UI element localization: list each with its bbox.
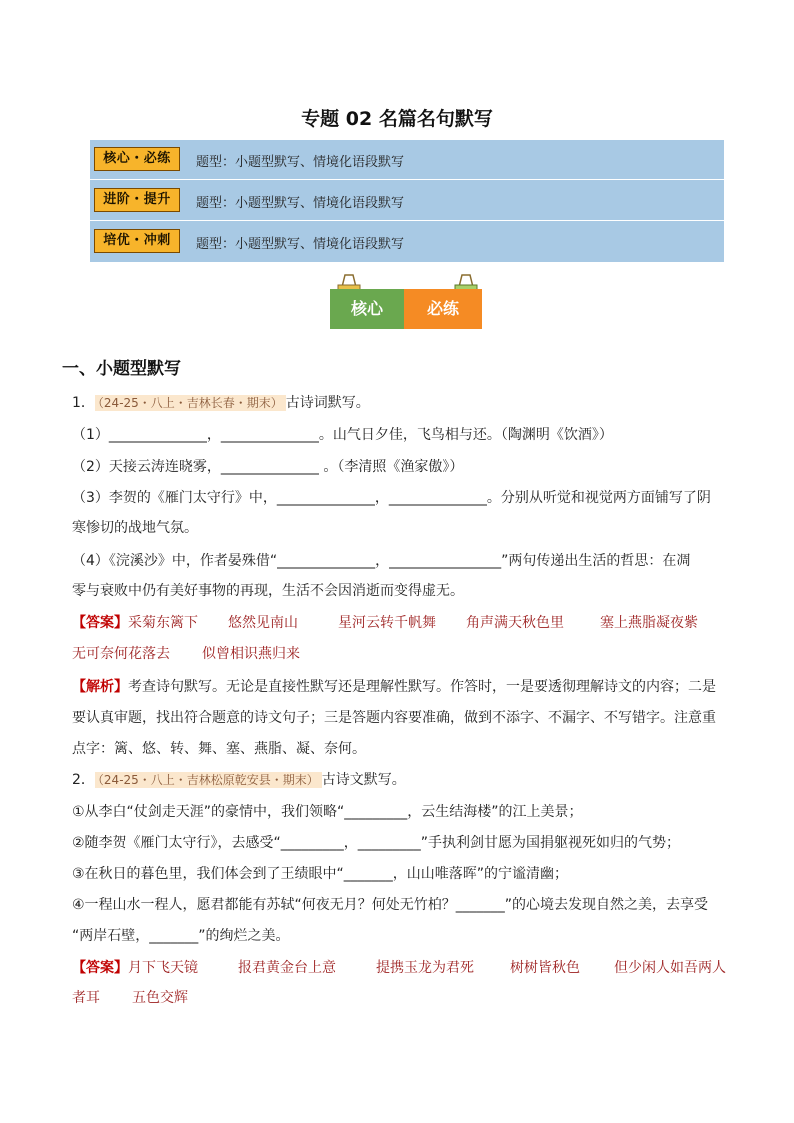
row-text: 题型：小题型默写、情境化语段默写: [196, 155, 405, 170]
question-line: （3）李贺的《雁门太守行》中，______________，______________。分别从听觉和视觉两方面铺写了阴: [72, 490, 711, 506]
answer-item: 塞上燕脂凝夜紫: [600, 615, 698, 631]
analysis-line: [72, 676, 716, 696]
level-badge: 培优・冲刺: [94, 229, 180, 253]
question-line: “两岸石壁，_______”的绚烂之美。: [72, 928, 290, 944]
question-2-header: [72, 769, 406, 789]
question-line: ③在秋日的暮色里，我们体会到了王绩眼中“_______，山山唯落晖”的宁谧清幽；: [72, 866, 569, 882]
question-number: 2．: [72, 772, 95, 788]
question-prompt: 古诗词默写。: [285, 395, 370, 411]
question-source: （24-25・八上・吉林松原乾安县・期末）: [95, 772, 322, 788]
answer-item: 提携玉龙为君死: [376, 960, 474, 976]
row-text: 题型：小题型默写、情境化语段默写: [196, 196, 405, 211]
table-row: [90, 222, 724, 262]
question-line: 寒惨切的战地气氛。: [72, 520, 198, 536]
section-banner: [330, 289, 482, 329]
answer-line: [72, 643, 300, 663]
table-row: [90, 140, 724, 180]
page-title: 专题 02 名篇名句默写: [301, 108, 493, 130]
answer-line: [72, 987, 188, 1007]
banner-right-label: 必练: [404, 289, 482, 329]
question-prompt: 古诗文默写。: [321, 772, 406, 788]
question-line: （4）《浣溪沙》中，作者晏殊借“______________，________________”两句传递出生活的哲思：在凋: [72, 553, 691, 569]
answer-item: 角声满天秋色里: [466, 615, 564, 631]
question-line: ④一程山水一程人，愿君都能有苏轼“何夜无月？何处无竹柏？_______”的心境去发现自然之美，去享受: [72, 897, 709, 913]
question-line: ①从李白“仗剑走天涯”的豪情中，我们领略“_________，云生结海楼”的江上美景；: [72, 804, 583, 820]
answer-item: 五色交辉: [132, 990, 188, 1006]
analysis-label: 【解析】: [72, 679, 128, 695]
answer-item: 无可奈何花落去: [72, 646, 170, 662]
answer-item: 似曾相识燕归来: [202, 646, 300, 662]
answer-item: 报君黄金台上意: [238, 960, 336, 976]
answer-line: [72, 612, 698, 632]
section-heading: 一、小题型默写: [62, 359, 181, 379]
answer-item: 悠然见南山: [228, 615, 298, 631]
question-number: 1．: [72, 395, 95, 411]
question-1-header: [72, 392, 370, 412]
answer-item: 采菊东篱下: [128, 615, 198, 631]
question-line: 零与衰败中仍有美好事物的再现，生活不会因消逝而变得虚无。: [72, 583, 464, 599]
table-row: [90, 181, 724, 221]
level-badge: 核心・必练: [94, 147, 180, 171]
question-source: （24-25・八上・吉林长春・期末）: [95, 395, 286, 411]
answer-line: [72, 957, 726, 977]
question-line: （2）天接云涛连晓雾，______________ 。（李清照《渔家傲》）: [72, 459, 464, 475]
answer-item: 星河云转千帆舞: [338, 615, 436, 631]
question-line: （1）______________，______________。山气日夕佳，飞鸟相与还。（陶渊明《饮酒》）: [72, 427, 613, 443]
overview-table: [90, 140, 724, 262]
banner-left-label: 核心: [330, 289, 404, 329]
analysis-text: 考查诗句默写。无论是直接性默写还是理解性默写。作答时，一是要透彻理解诗文的内容；二是: [128, 679, 716, 695]
answer-label: 【答案】: [72, 960, 128, 976]
question-line: ②随李贺《雁门太守行》，去感受“_________，_________”手执利剑甘愿为国捐躯视死如归的气势；: [72, 835, 681, 851]
row-text: 题型：小题型默写、情境化语段默写: [196, 237, 405, 252]
level-badge: 进阶・提升: [94, 188, 180, 212]
answer-item: 月下飞天镜: [128, 960, 198, 976]
answer-item: 者耳: [72, 990, 100, 1006]
answer-item: 树树皆秋色: [510, 960, 580, 976]
analysis-line: 要认真审题，找出符合题意的诗文句子；三是答题内容要准确，做到不添字、不漏字、不写错字。注意重: [72, 710, 716, 726]
answer-label: 【答案】: [72, 615, 128, 631]
answer-item: 但少闲人如吾两人: [614, 960, 726, 976]
analysis-line: 点字：篱、悠、转、舞、塞、燕脂、凝、奈何。: [72, 741, 366, 757]
